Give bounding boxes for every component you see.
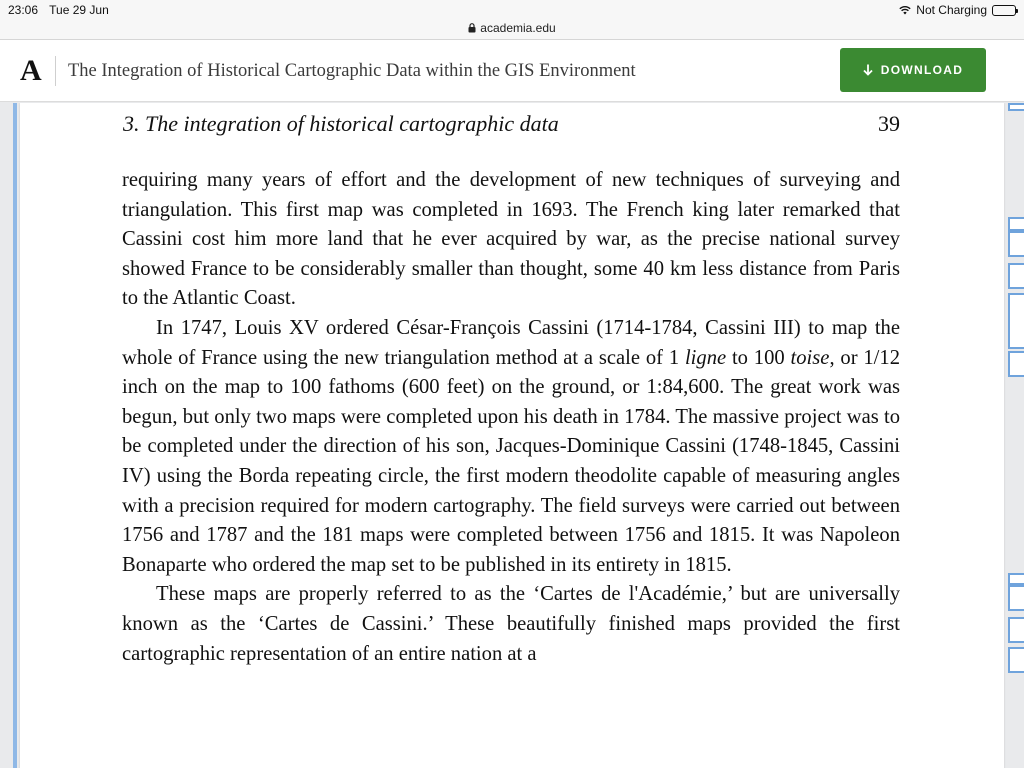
page-thumbnail[interactable]: [1008, 351, 1024, 377]
page-thumbnail[interactable]: [1008, 103, 1024, 111]
page-number: 39: [878, 111, 900, 136]
page-scroll-indicator: [13, 103, 17, 768]
document-viewer[interactable]: [0, 103, 1024, 768]
page-thumbnail[interactable]: [1008, 263, 1024, 289]
body-text: [122, 166, 900, 669]
page-thumbnail[interactable]: [1008, 585, 1024, 611]
academia-logo[interactable]: A: [20, 54, 42, 87]
paragraph-2-part-b: to 100: [726, 346, 791, 369]
page-thumbnail[interactable]: [1008, 617, 1024, 643]
paragraph-2-part-a: In 1747, Louis XV ordered César-François Cassini (1714-1784, Cassini III) to map the whole of France using the new triangulation method at a scale of 1: [122, 316, 900, 369]
page-thumbnail[interactable]: [1008, 647, 1024, 673]
lock-icon: [468, 23, 476, 33]
document-title: The Integration of Historical Cartographic Data within the GIS Environment: [68, 61, 636, 81]
page-thumbnail[interactable]: [1008, 231, 1024, 257]
page-thumbnail[interactable]: [1008, 217, 1024, 231]
page-thumbnail-strip[interactable]: [1008, 103, 1024, 768]
page-thumbnail[interactable]: [1008, 573, 1024, 585]
status-time: 23:06: [8, 3, 39, 17]
download-arrow-icon: [863, 64, 873, 76]
page-thumbnail[interactable]: [1008, 293, 1024, 349]
wifi-icon: [899, 5, 911, 15]
site-header: [0, 40, 1024, 102]
status-date: Tue 29 Jun: [49, 3, 109, 17]
paragraph-2: [122, 314, 900, 580]
status-bar: [0, 0, 1024, 20]
term-ligne: ligne: [684, 346, 727, 369]
charging-status: Not Charging: [916, 3, 987, 17]
paragraph-3: These maps are properly referred to as the ‘Cartes de l'Académie,’ but are universally known as the ‘Cartes de Cassini.’ These beautifully finished maps provided the first cartographic representation of an entire nation at a: [122, 583, 900, 665]
paragraph-1: requiring many years of effort and the development of new techniques of surveying and triangulation. This first map was completed in 1693. The French king later remarked that Cassini cost him more land that he ever acquired by war, as the precise national survey showed France to be considerably smaller than thought, some 40 km less distance from Paris to the Atlantic Coast.: [122, 169, 900, 310]
download-button[interactable]: [840, 48, 986, 92]
download-label: DOWNLOAD: [880, 63, 964, 77]
url-bar[interactable]: [0, 20, 1024, 40]
paragraph-2-part-c: , or 1/12 inch on the map to 100 fathoms (600 feet) on the ground, or 1:84,600. The great work was begun, but only two maps were completed upon his death in 1784. The massive project was to be completed under the direction of his son, Jacques-Dominique Cassini (1748-1845, Cassini IV) using the Borda repeating circle, the first modern theodolite capable of measuring angles with a precision required for modern cartography. The field surveys were carried out between 1756 and 1787 and the 181 maps were completed between 1756 and 1815. It was Napoleon Bonaparte who ordered the map set to be published in its entirety in 1815.: [122, 346, 901, 576]
header-divider: [55, 56, 56, 86]
term-toise: toise: [790, 346, 830, 369]
running-head: 3. The integration of historical cartographic data: [123, 111, 559, 136]
battery-icon: [992, 5, 1016, 16]
document-page: [20, 103, 1004, 768]
url-text[interactable]: academia.edu: [480, 21, 556, 35]
